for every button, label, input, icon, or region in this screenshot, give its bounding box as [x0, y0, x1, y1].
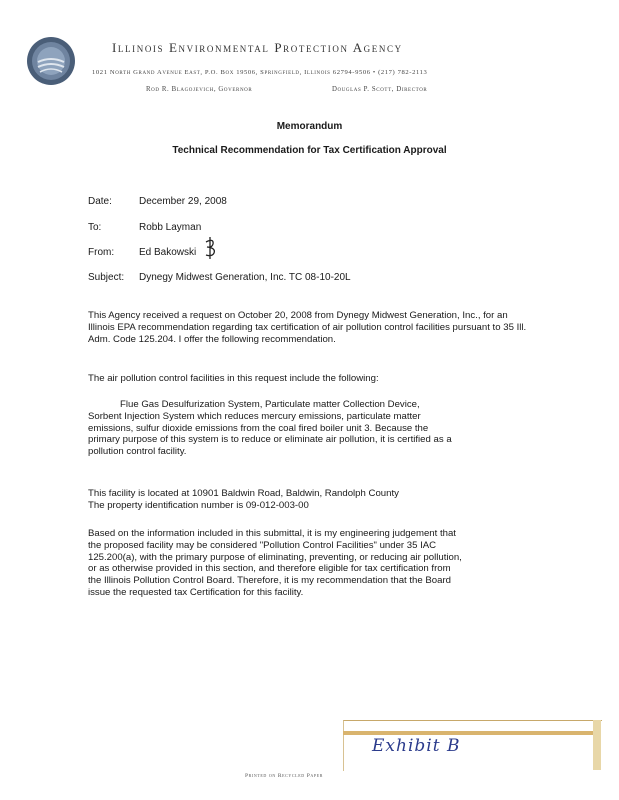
agency-seal-icon: [26, 36, 76, 86]
sticker-rule: [343, 731, 601, 735]
paragraph-line: primary purpose of this system is to reduce or eliminate air pollution, it is certified as a: [88, 434, 452, 446]
memo-heading: Memorandum: [276, 121, 343, 132]
location-paragraph: [88, 488, 399, 512]
paragraph-line: This Agency received a request on October 20, 2008 from Dynegy Midwest Generation, Inc., for an: [88, 310, 508, 321]
from-label: From:: [88, 247, 115, 258]
paragraph-line: pollution control facility.: [88, 446, 187, 458]
intro-paragraph: [88, 310, 526, 345]
paragraph-line: issue the requested tax Certification for this facility.: [88, 586, 304, 598]
paragraph-line: The property identification number is 09-012-003-00: [88, 499, 309, 511]
agency-name: Illinois Environmental Protection Agency: [112, 40, 403, 55]
paragraph-line: the proposed facility may be considered "Pollution Control Facilities" under 35 IAC: [88, 539, 437, 551]
recommendation-paragraph: [88, 528, 462, 599]
subject-value: Dynegy Midwest Generation, Inc. TC 08-10-20L: [139, 272, 351, 283]
paragraph-line: emissions, sulfur dioxide emissions from the coal fired boiler unit 3. Because the: [88, 422, 429, 434]
footer-note: Printed on Recycled Paper: [245, 773, 324, 779]
paragraph-line: Illinois EPA recommendation regarding tax certification of air pollution control facilities pursuant to 35 Ill.: [88, 321, 527, 333]
paragraph-line: The air pollution control facilities in this request include the following:: [88, 373, 379, 384]
to-value: Robb Layman: [139, 222, 202, 233]
director-line: Douglas P. Scott, Director: [332, 86, 428, 93]
from-value: Ed Bakowski: [139, 247, 197, 258]
sticker-edge: [593, 720, 601, 770]
paragraph-line: Sorbent Injection System which reduces mercury emissions, particulate matter: [88, 410, 421, 422]
facility-description: [88, 399, 452, 458]
paragraph-line: the Illinois Pollution Control Board. Therefore, it is my recommendation that the Board: [88, 575, 451, 587]
exhibit-label: Exhibit B: [372, 736, 461, 756]
paragraph-line: 125.200(a), with the primary purpose of eliminating, preventing, or reducing air pollution,: [88, 551, 462, 563]
paragraph-line: Based on the information included in this submittal, it is my engineering judgement that: [88, 528, 456, 539]
paragraph-line: Flue Gas Desulfurization System, Particulate matter Collection Device,: [120, 399, 420, 410]
initials-signature: [203, 236, 219, 260]
memo-subtitle: Technical Recommendation for Tax Certification Approval: [172, 145, 447, 156]
paragraph-line: Adm. Code 125.204. I offer the following recommendation.: [88, 333, 336, 345]
date-label: Date:: [88, 196, 112, 207]
agency-address: 1021 North Grand Avenue East, P.O. Box 19506, Springfield, Illinois 62794-9506 • (217) 782-2113: [92, 69, 428, 76]
to-label: To:: [88, 222, 102, 233]
facilities-intro: [88, 373, 379, 385]
paragraph-line: This facility is located at 10901 Baldwin Road, Baldwin, Randolph County: [88, 488, 399, 499]
governor-line: Rod R. Blagojevich, Governor: [146, 86, 253, 93]
date-value: December 29, 2008: [139, 196, 227, 207]
paragraph-line: or as otherwise provided in this section, and therefore eligible for tax certification from: [88, 563, 451, 575]
subject-label: Subject:: [88, 272, 125, 283]
